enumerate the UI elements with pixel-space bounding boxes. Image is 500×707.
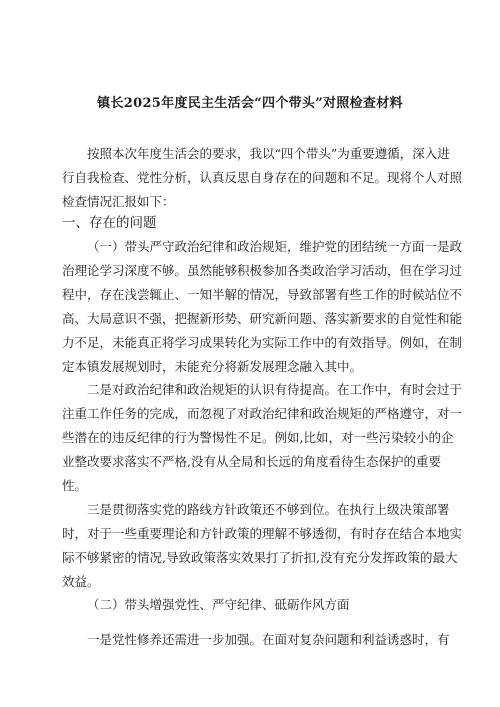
intro-paragraph: 按照本次年度生活会的要求，我以“四个带头”为重要遵循，深入进行自我检查、党性分析，认真反思自身存在的问题和不足。现将个人对照检查情况汇报如下： bbox=[62, 146, 463, 209]
paragraph-discipline-awareness: 二是对政治纪律和政治规矩的认识有待提高。在工作中，有时会过于注重工作任务的完成，而忽视了对政治纪律和政治规矩的严格遵守，对一些潜在的违反纪律的行为警惕性不足。例如,比如，对一些污染较小的企业整改要求落实不严格,没有从全局和长远的角度看待生态保护的重要性。 bbox=[62, 382, 463, 493]
paragraph-political-discipline: （一）带头严守政治纪律和政治规矩，维护党的团结统一方面一是政治理论学习深度不够。虽然能够积极参加各类政治学习活动，但在学习过程中，存在浅尝辄止、一知半解的情况，导致部署有些工作的时候站位不高、大局意识不强，把握新形势、研究新问题、落实新要求的自觉性和能力不足，未能真正将学习成果转化为实际工作中的有效指导。例如，在制定本镇发展规划时，未能充分将新发展理念融入其中。 bbox=[62, 239, 463, 374]
document-title: 镇长2025年度民主生活会“四个带头”对照检查材料 bbox=[97, 96, 403, 111]
section-heading-problems: 一、存在的问题 bbox=[62, 215, 157, 231]
paragraph-party-cultivation: 一是党性修养还需进一步加强。在面对复杂问题和利益诱惑时，有 bbox=[87, 632, 450, 647]
paragraph-policy-implementation: 三是贯彻落实党的路线方针政策还不够到位。在执行上级决策部署时，对于一些重要理论和方针政策的理解不够透彻，有时存在结合本地实际不够紧密的情况,导致政策落实效果打了折扣,没有充分发挥政策的最大效益。 bbox=[62, 502, 463, 589]
subheading-party-spirit: （二）带头增强党性、严守纪律、砥砺作风方面 bbox=[87, 597, 350, 612]
